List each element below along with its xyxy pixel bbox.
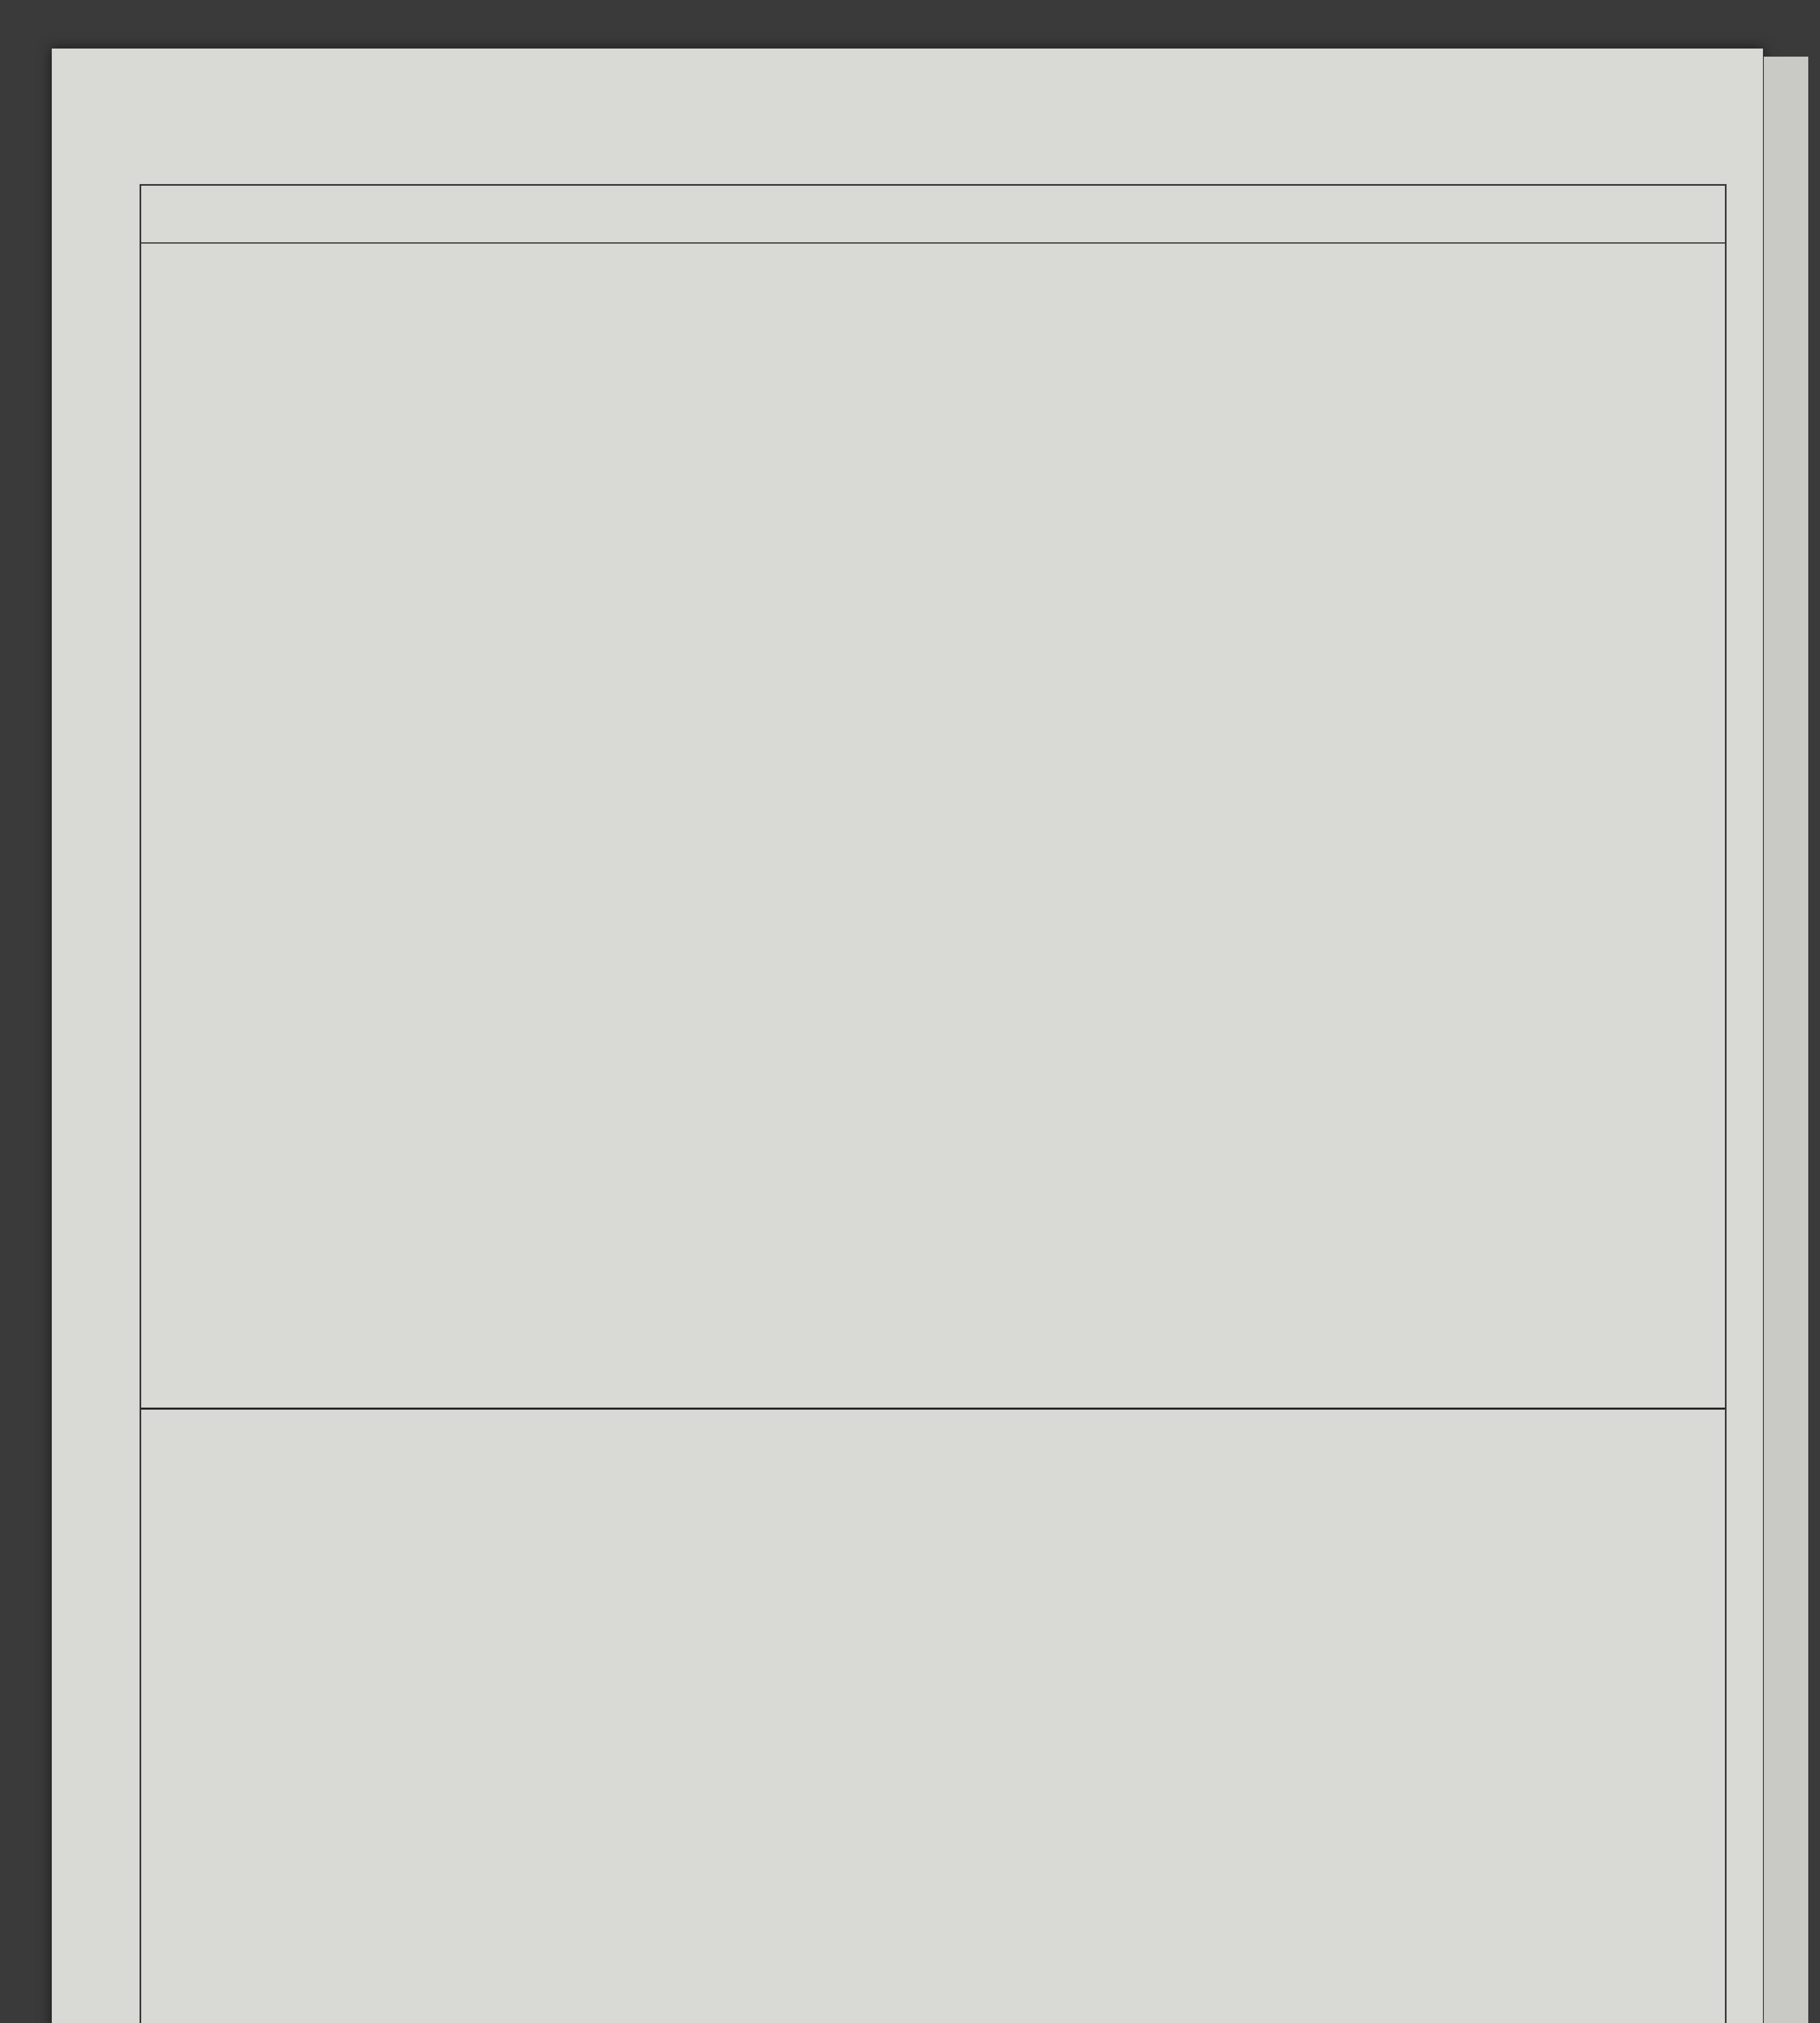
- french-values-table: [141, 1410, 1725, 2023]
- next-page-edge: [1764, 57, 1808, 2023]
- cote-table: [140, 184, 1727, 2023]
- page-header: [113, 101, 1699, 134]
- foreign-values-table: [141, 186, 1725, 1410]
- header-rule: [141, 242, 1725, 244]
